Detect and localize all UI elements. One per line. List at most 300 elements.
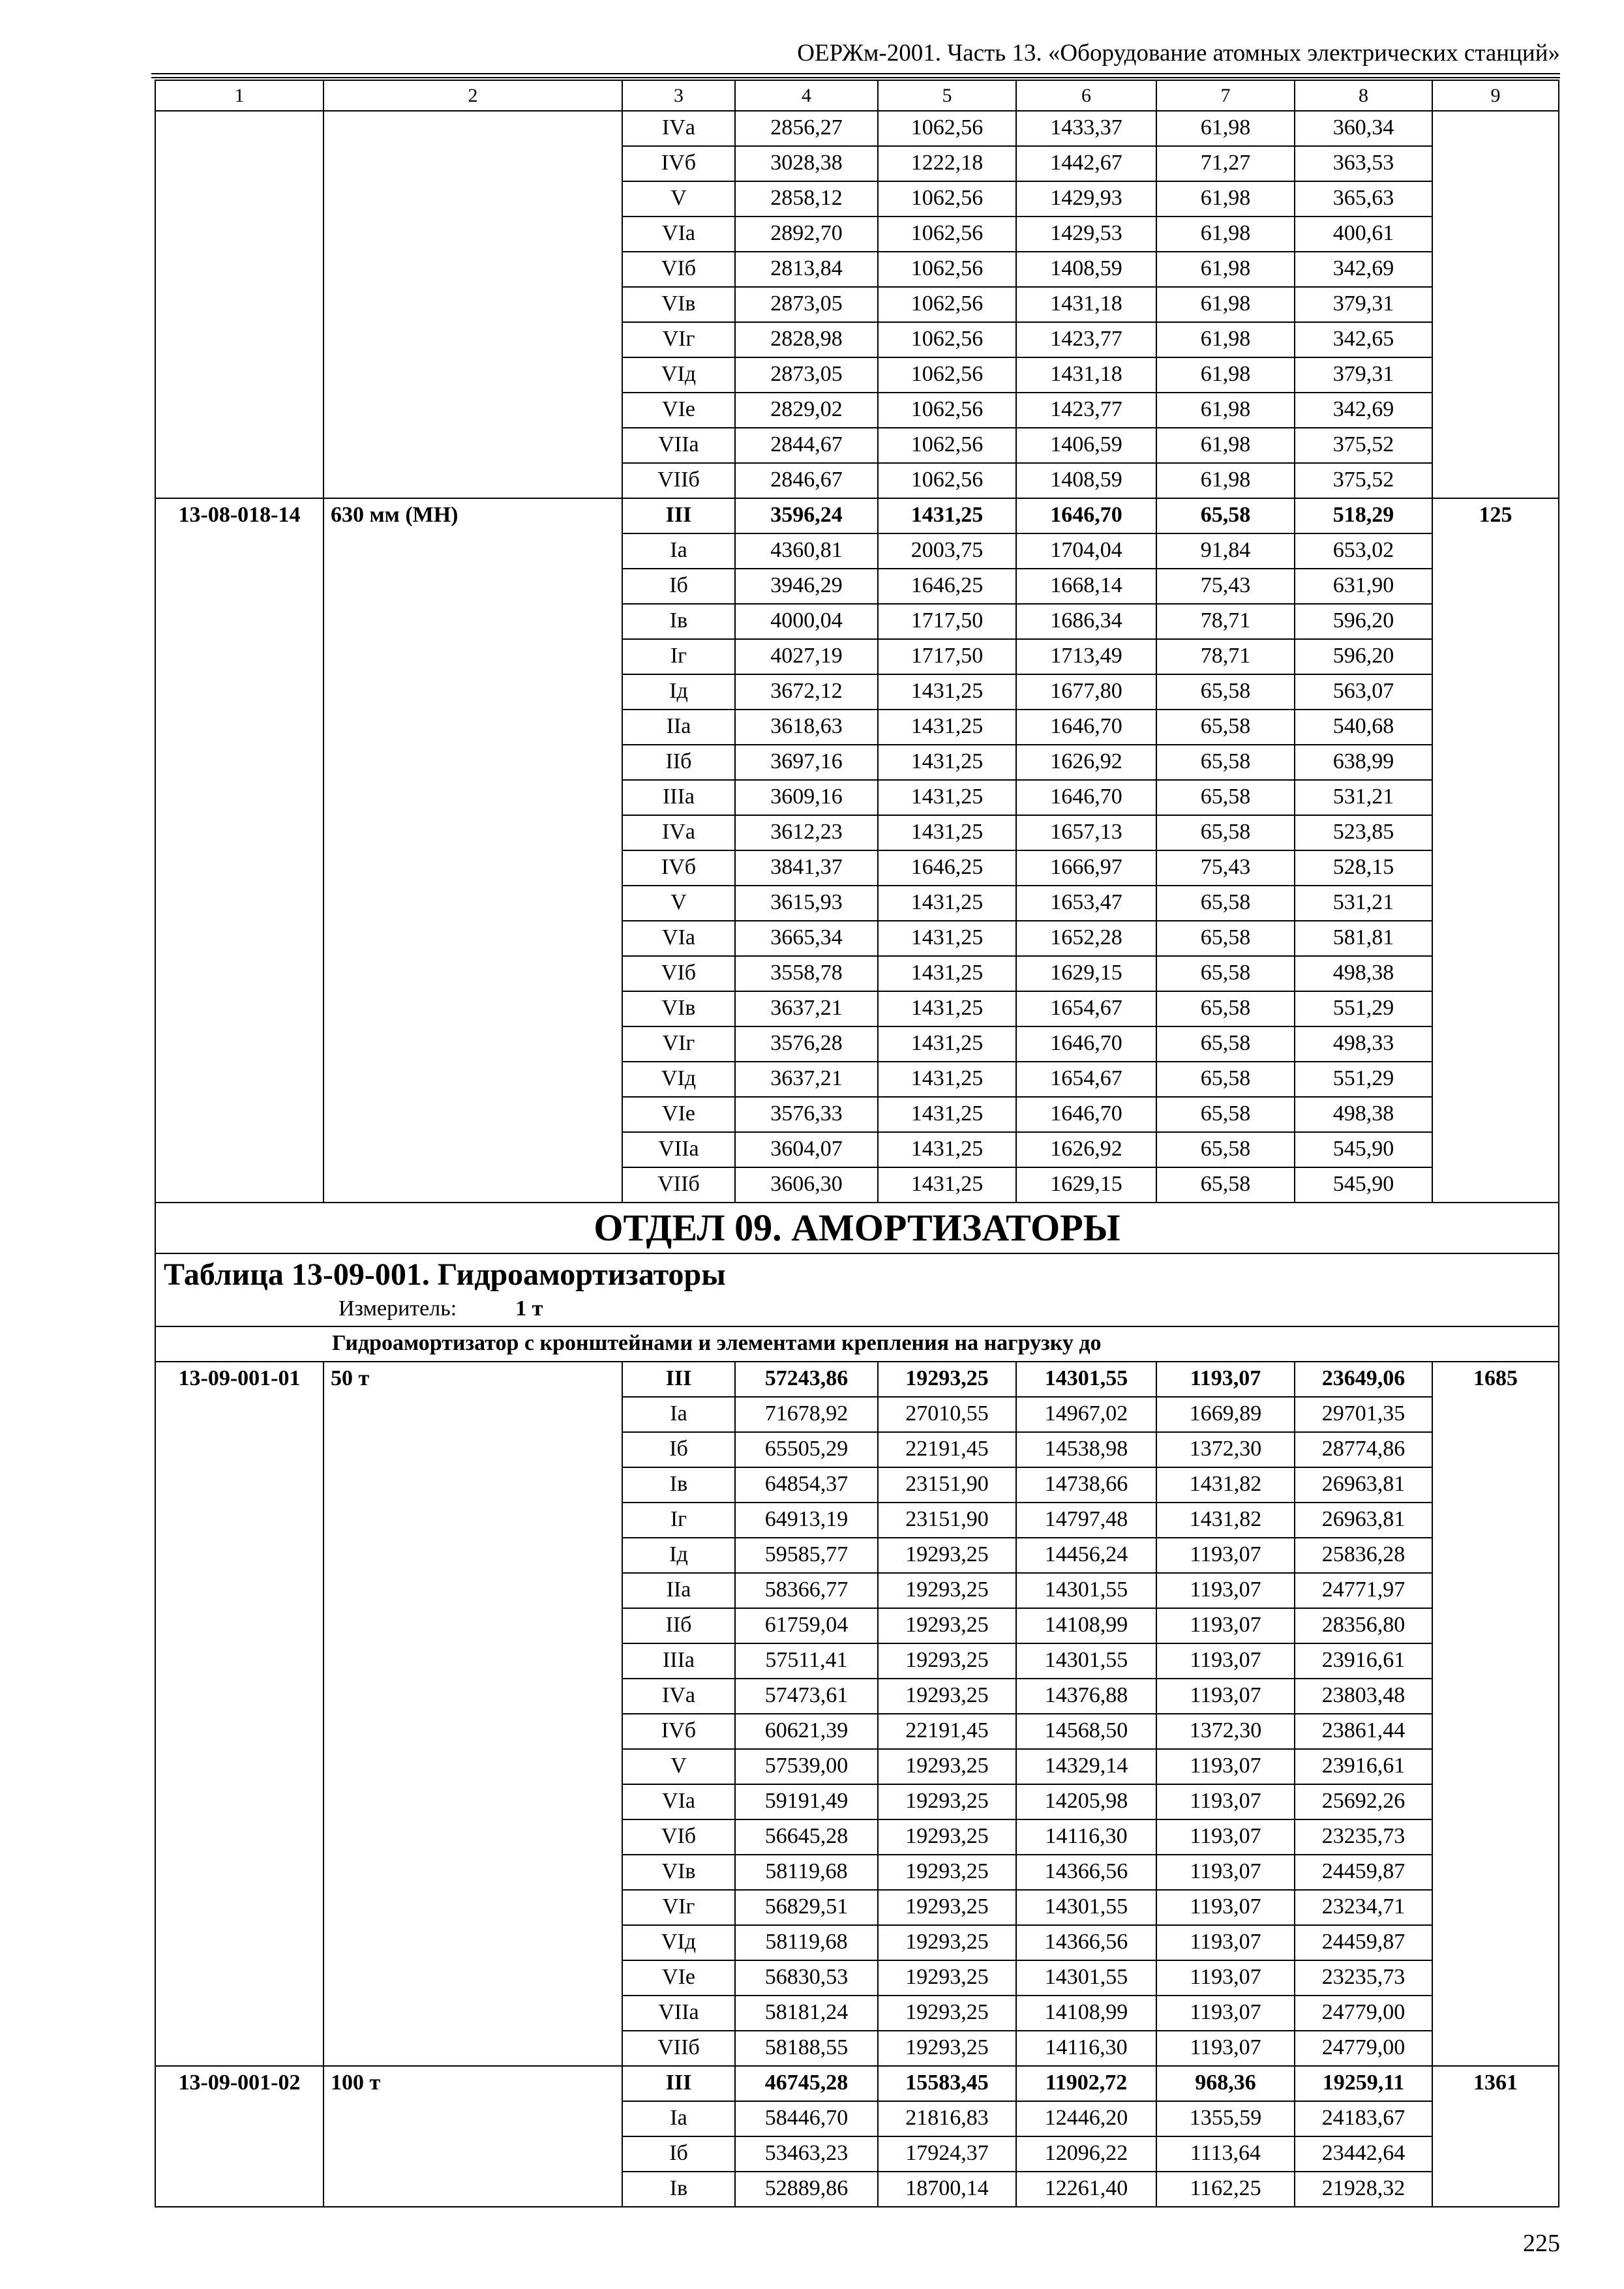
value-cell: 3841,37 <box>735 850 878 886</box>
value-cell: 3596,24 <box>735 498 878 533</box>
column-number: 3 <box>622 80 735 111</box>
value-cell: 23151,90 <box>878 1467 1016 1503</box>
zone-cell: VIIа <box>622 1996 735 2031</box>
value-cell: 1193,07 <box>1156 1855 1295 1890</box>
value-cell: 1431,25 <box>878 1062 1016 1097</box>
value-cell: 78,71 <box>1156 604 1295 639</box>
value-cell: 1193,07 <box>1156 1960 1295 1996</box>
value-cell: 2858,12 <box>735 181 878 217</box>
value-cell: 1431,25 <box>878 956 1016 991</box>
value-cell: 4360,81 <box>735 533 878 569</box>
value-cell: 19293,25 <box>878 1890 1016 1925</box>
value-cell: 65,58 <box>1156 921 1295 956</box>
value-cell: 1431,25 <box>878 710 1016 745</box>
zone-cell: VIд <box>622 1062 735 1097</box>
value-cell: 65,58 <box>1156 1097 1295 1132</box>
zone-cell: IIа <box>622 1573 735 1608</box>
value-cell: 1433,37 <box>1016 111 1156 146</box>
value-cell: 56830,53 <box>735 1960 878 1996</box>
value-cell: 65,58 <box>1156 1167 1295 1203</box>
value-cell: 1408,59 <box>1016 463 1156 498</box>
value-cell: 75,43 <box>1156 569 1295 604</box>
zone-cell: VIа <box>622 921 735 956</box>
value-cell: 1431,25 <box>878 1097 1016 1132</box>
value-cell: 28356,80 <box>1295 1608 1432 1643</box>
value-cell: 1431,25 <box>878 1132 1016 1167</box>
value-cell: 1431,82 <box>1156 1467 1295 1503</box>
value-cell: 19293,25 <box>878 1960 1016 1996</box>
value-cell: 551,29 <box>1295 991 1432 1026</box>
value-cell: 53463,23 <box>735 2136 878 2172</box>
value-cell: 2892,70 <box>735 217 878 252</box>
value-cell: 1717,50 <box>878 604 1016 639</box>
value-cell: 64854,37 <box>735 1467 878 1503</box>
value-cell: 58181,24 <box>735 1996 878 2031</box>
zone-cell: VIIб <box>622 1167 735 1203</box>
value-cell: 1431,25 <box>878 745 1016 780</box>
value-cell: 65,58 <box>1156 674 1295 710</box>
value-cell: 3618,63 <box>735 710 878 745</box>
value-cell: 3609,16 <box>735 780 878 815</box>
value-cell: 1423,77 <box>1016 393 1156 428</box>
zone-cell: Iв <box>622 1467 735 1503</box>
value-cell: 360,34 <box>1295 111 1432 146</box>
value9-cell: 1361 <box>1432 2066 1559 2207</box>
zone-cell: VIе <box>622 1097 735 1132</box>
zone-cell: III <box>622 1362 735 1397</box>
value-cell: 1062,56 <box>878 252 1016 287</box>
value-cell: 379,31 <box>1295 357 1432 393</box>
zone-cell: Iв <box>622 604 735 639</box>
value-cell: 25836,28 <box>1295 1538 1432 1573</box>
value-cell: 1626,92 <box>1016 745 1156 780</box>
value-cell: 19293,25 <box>878 1855 1016 1890</box>
value-cell: 1193,07 <box>1156 1679 1295 1714</box>
zone-cell: VIг <box>622 322 735 357</box>
value-cell: 1646,70 <box>1016 780 1156 815</box>
value-cell: 1629,15 <box>1016 1167 1156 1203</box>
zone-cell: V <box>622 1749 735 1784</box>
value-cell: 1431,25 <box>878 815 1016 850</box>
zone-cell: V <box>622 886 735 921</box>
rate-code-cell: 13-09-001-01 <box>155 1362 323 2066</box>
zone-cell: VIе <box>622 1960 735 1996</box>
value-cell: 65,58 <box>1156 1062 1295 1097</box>
value-cell: 3637,21 <box>735 1062 878 1097</box>
zone-cell: Iд <box>622 674 735 710</box>
value-cell: 15583,45 <box>878 2066 1016 2101</box>
value-cell: 596,20 <box>1295 639 1432 674</box>
value-cell: 1704,04 <box>1016 533 1156 569</box>
table-row <box>155 498 1559 533</box>
value-cell: 3615,93 <box>735 886 878 921</box>
value-cell: 498,38 <box>1295 956 1432 991</box>
value-cell: 638,99 <box>1295 745 1432 780</box>
value-cell: 1408,59 <box>1016 252 1156 287</box>
value-cell: 1062,56 <box>878 217 1016 252</box>
zone-cell: Iб <box>622 569 735 604</box>
zone-cell: IIб <box>622 1608 735 1643</box>
value-cell: 596,20 <box>1295 604 1432 639</box>
value9-cell <box>1432 111 1559 498</box>
zone-cell: VIIб <box>622 2031 735 2066</box>
value-cell: 14301,55 <box>1016 1890 1156 1925</box>
value-cell: 1062,56 <box>878 393 1016 428</box>
zone-cell: VIа <box>622 1784 735 1819</box>
value-cell: 1442,67 <box>1016 146 1156 181</box>
value-cell: 24459,87 <box>1295 1925 1432 1960</box>
value-cell: 61759,04 <box>735 1608 878 1643</box>
value-cell: 11902,72 <box>1016 2066 1156 2101</box>
value-cell: 375,52 <box>1295 428 1432 463</box>
value9-cell: 1685 <box>1432 1362 1559 2066</box>
zone-cell: IVа <box>622 111 735 146</box>
zone-cell: Iг <box>622 1503 735 1538</box>
value-cell: 1669,89 <box>1156 1397 1295 1432</box>
zone-cell: VIв <box>622 991 735 1026</box>
zone-cell: Iа <box>622 2101 735 2136</box>
value-cell: 1431,25 <box>878 886 1016 921</box>
measure-line <box>164 1294 1558 1323</box>
value-cell: 19293,25 <box>878 1608 1016 1643</box>
column-number: 8 <box>1295 80 1432 111</box>
value-cell: 1431,25 <box>878 991 1016 1026</box>
value-cell: 1431,25 <box>878 498 1016 533</box>
column-number: 2 <box>323 80 622 111</box>
value-cell: 540,68 <box>1295 710 1432 745</box>
column-number: 5 <box>878 80 1016 111</box>
value-cell: 58119,68 <box>735 1925 878 1960</box>
value-cell: 342,69 <box>1295 393 1432 428</box>
value-cell: 23235,73 <box>1295 1819 1432 1855</box>
zone-cell: VIг <box>622 1890 735 1925</box>
value-cell: 21928,32 <box>1295 2172 1432 2207</box>
value-cell: 14456,24 <box>1016 1538 1156 1573</box>
value-cell: 3612,23 <box>735 815 878 850</box>
column-number: 1 <box>155 80 323 111</box>
rate-code-cell <box>155 111 323 498</box>
value-cell: 1193,07 <box>1156 1643 1295 1679</box>
value-cell: 65,58 <box>1156 710 1295 745</box>
value-cell: 57539,00 <box>735 1749 878 1784</box>
zone-cell: Iг <box>622 639 735 674</box>
value-cell: 1193,07 <box>1156 1925 1295 1960</box>
value-cell: 4000,04 <box>735 604 878 639</box>
value-cell: 29701,35 <box>1295 1397 1432 1432</box>
header-rule-top <box>151 73 1560 74</box>
zone-cell: VIв <box>622 287 735 322</box>
value-cell: 2873,05 <box>735 287 878 322</box>
value-cell: 2828,98 <box>735 322 878 357</box>
rate-code-cell: 13-08-018-14 <box>155 498 323 1203</box>
value-cell: 3697,16 <box>735 745 878 780</box>
value-cell: 968,36 <box>1156 2066 1295 2101</box>
section-row <box>155 1203 1559 1253</box>
zone-cell: VIIа <box>622 1132 735 1167</box>
value-cell: 1431,82 <box>1156 1503 1295 1538</box>
value-cell: 57243,86 <box>735 1362 878 1397</box>
zone-cell: Iб <box>622 1432 735 1467</box>
value-cell: 14366,56 <box>1016 1925 1156 1960</box>
value-cell: 3558,78 <box>735 956 878 991</box>
value-cell: 1162,25 <box>1156 2172 1295 2207</box>
column-number: 7 <box>1156 80 1295 111</box>
value-cell: 1372,30 <box>1156 1432 1295 1467</box>
zone-cell: IVб <box>622 1714 735 1749</box>
zone-cell: VIб <box>622 956 735 991</box>
value-cell: 1431,25 <box>878 1167 1016 1203</box>
value-cell: 1429,93 <box>1016 181 1156 217</box>
value-cell: 1431,25 <box>878 1026 1016 1062</box>
value-cell: 61,98 <box>1156 463 1295 498</box>
table-title-row <box>155 1253 1559 1326</box>
value-cell: 531,21 <box>1295 780 1432 815</box>
value-cell: 57511,41 <box>735 1643 878 1679</box>
item-name-cell: 100 т <box>323 2066 622 2207</box>
value-cell: 78,71 <box>1156 639 1295 674</box>
value-cell: 61,98 <box>1156 357 1295 393</box>
value-cell: 26963,81 <box>1295 1503 1432 1538</box>
value-cell: 19293,25 <box>878 1925 1016 1960</box>
zone-cell: Iв <box>622 2172 735 2207</box>
value-cell: 2856,27 <box>735 111 878 146</box>
value-cell: 2844,67 <box>735 428 878 463</box>
value-cell: 12096,22 <box>1016 2136 1156 2172</box>
value-cell: 1646,70 <box>1016 710 1156 745</box>
value-cell: 65,58 <box>1156 1026 1295 1062</box>
zone-cell: VIIб <box>622 463 735 498</box>
column-number: 4 <box>735 80 878 111</box>
value-cell: 1355,59 <box>1156 2101 1295 2136</box>
value-cell: 1646,70 <box>1016 1026 1156 1062</box>
zone-cell: III <box>622 2066 735 2101</box>
value-cell: 1193,07 <box>1156 1538 1295 1573</box>
value-cell: 14301,55 <box>1016 1362 1156 1397</box>
value-cell: 14205,98 <box>1016 1784 1156 1819</box>
rate-code-cell: 13-09-001-02 <box>155 2066 323 2207</box>
value-cell: 1062,56 <box>878 428 1016 463</box>
value-cell: 1646,70 <box>1016 498 1156 533</box>
value-cell: 19259,11 <box>1295 2066 1432 2101</box>
value-cell: 1406,59 <box>1016 428 1156 463</box>
value-cell: 19293,25 <box>878 1573 1016 1608</box>
value-cell: 1431,25 <box>878 780 1016 815</box>
zone-cell: VIа <box>622 217 735 252</box>
value-cell: 19293,25 <box>878 2031 1016 2066</box>
zone-cell: Iб <box>622 2136 735 2172</box>
value-cell: 2846,67 <box>735 463 878 498</box>
value-cell: 14329,14 <box>1016 1749 1156 1784</box>
value-cell: 545,90 <box>1295 1167 1432 1203</box>
zone-cell: VIIа <box>622 428 735 463</box>
value-cell: 3576,33 <box>735 1097 878 1132</box>
value-cell: 23151,90 <box>878 1503 1016 1538</box>
zone-cell: VIв <box>622 1855 735 1890</box>
value-cell: 1654,67 <box>1016 1062 1156 1097</box>
zone-cell: Iа <box>622 533 735 569</box>
zone-cell: VIд <box>622 1925 735 1960</box>
table-row <box>155 111 1559 146</box>
value-cell: 46745,28 <box>735 2066 878 2101</box>
value-cell: 3665,34 <box>735 921 878 956</box>
value-cell: 1431,25 <box>878 674 1016 710</box>
zone-cell: IIб <box>622 745 735 780</box>
value-cell: 365,63 <box>1295 181 1432 217</box>
value-cell: 14301,55 <box>1016 1643 1156 1679</box>
value-cell: 400,61 <box>1295 217 1432 252</box>
column-number: 9 <box>1432 80 1559 111</box>
value-cell: 2813,84 <box>735 252 878 287</box>
value-cell: 528,15 <box>1295 850 1432 886</box>
value-cell: 22191,45 <box>878 1432 1016 1467</box>
value-cell: 3028,38 <box>735 146 878 181</box>
value-cell: 61,98 <box>1156 287 1295 322</box>
value-cell: 581,81 <box>1295 921 1432 956</box>
value-cell: 19293,25 <box>878 1749 1016 1784</box>
value-cell: 14301,55 <box>1016 1573 1156 1608</box>
value-cell: 14797,48 <box>1016 1503 1156 1538</box>
value-cell: 1062,56 <box>878 357 1016 393</box>
zone-cell: VIб <box>622 1819 735 1855</box>
measure-value: 1 т <box>515 1296 543 1321</box>
value-cell: 3576,28 <box>735 1026 878 1062</box>
zone-cell: VIб <box>622 252 735 287</box>
zone-cell: V <box>622 181 735 217</box>
value-cell: 65,58 <box>1156 956 1295 991</box>
table-row <box>155 2066 1559 2101</box>
value-cell: 61,98 <box>1156 393 1295 428</box>
value-cell: 1423,77 <box>1016 322 1156 357</box>
value-cell: 2003,75 <box>878 533 1016 569</box>
value-cell: 75,43 <box>1156 850 1295 886</box>
value-cell: 1193,07 <box>1156 1608 1295 1643</box>
value-cell: 12446,20 <box>1016 2101 1156 2136</box>
value-cell: 518,29 <box>1295 498 1432 533</box>
value-cell: 65,58 <box>1156 886 1295 921</box>
value-cell: 24779,00 <box>1295 2031 1432 2066</box>
zone-cell: IVб <box>622 146 735 181</box>
value-cell: 19293,25 <box>878 1819 1016 1855</box>
value-cell: 1431,18 <box>1016 287 1156 322</box>
value-cell: 19293,25 <box>878 1784 1016 1819</box>
table-title: Таблица 13-09-001. Гидроамортизаторы <box>164 1257 726 1292</box>
value-cell: 1113,64 <box>1156 2136 1295 2172</box>
table-subtitle: Гидроамортизатор с кронштейнами и элементами крепления на нагрузку до <box>155 1326 1559 1362</box>
value-cell: 1193,07 <box>1156 1749 1295 1784</box>
value-cell: 58188,55 <box>735 2031 878 2066</box>
zone-cell: Iа <box>622 1397 735 1432</box>
value-cell: 19293,25 <box>878 1996 1016 2031</box>
value-cell: 60621,39 <box>735 1714 878 1749</box>
value-cell: 59191,49 <box>735 1784 878 1819</box>
value-cell: 3672,12 <box>735 674 878 710</box>
item-name-cell: 50 т <box>323 1362 622 2066</box>
value-cell: 25692,26 <box>1295 1784 1432 1819</box>
value-cell: 498,38 <box>1295 1097 1432 1132</box>
value-cell: 64913,19 <box>735 1503 878 1538</box>
value-cell: 26963,81 <box>1295 1467 1432 1503</box>
value-cell: 71,27 <box>1156 146 1295 181</box>
value-cell: 1646,70 <box>1016 1097 1156 1132</box>
value-cell: 28774,86 <box>1295 1432 1432 1467</box>
zone-cell: IIа <box>622 710 735 745</box>
value-cell: 1713,49 <box>1016 639 1156 674</box>
value-cell: 531,21 <box>1295 886 1432 921</box>
value-cell: 14108,99 <box>1016 1608 1156 1643</box>
value-cell: 14116,30 <box>1016 2031 1156 2066</box>
value-cell: 1626,92 <box>1016 1132 1156 1167</box>
value-cell: 14568,50 <box>1016 1714 1156 1749</box>
value-cell: 19293,25 <box>878 1538 1016 1573</box>
value-cell: 1677,80 <box>1016 674 1156 710</box>
value-cell: 1193,07 <box>1156 1996 1295 2031</box>
value-cell: 523,85 <box>1295 815 1432 850</box>
value9-cell: 125 <box>1432 498 1559 1203</box>
value-cell: 1668,14 <box>1016 569 1156 604</box>
value-cell: 2873,05 <box>735 357 878 393</box>
value-cell: 23234,71 <box>1295 1890 1432 1925</box>
value-cell: 59585,77 <box>735 1538 878 1573</box>
value-cell: 1062,56 <box>878 287 1016 322</box>
value-cell: 1193,07 <box>1156 1819 1295 1855</box>
value-cell: 65,58 <box>1156 780 1295 815</box>
item-name-cell <box>323 111 622 498</box>
column-number: 6 <box>1016 80 1156 111</box>
value-cell: 1654,67 <box>1016 991 1156 1026</box>
value-cell: 65,58 <box>1156 991 1295 1026</box>
value-cell: 551,29 <box>1295 1062 1432 1097</box>
value-cell: 545,90 <box>1295 1132 1432 1167</box>
value-cell: 1193,07 <box>1156 2031 1295 2066</box>
value-cell: 61,98 <box>1156 322 1295 357</box>
zone-cell: IVб <box>622 850 735 886</box>
value-cell: 19293,25 <box>878 1679 1016 1714</box>
page-header: ОЕРЖм-2001. Часть 13. «Оборудование атомных электрических станций» <box>797 40 1560 67</box>
zone-cell: Iд <box>622 1538 735 1573</box>
value-cell: 23861,44 <box>1295 1714 1432 1749</box>
value-cell: 61,98 <box>1156 217 1295 252</box>
value-cell: 27010,55 <box>878 1397 1016 1432</box>
value-cell: 23803,48 <box>1295 1679 1432 1714</box>
value-cell: 91,84 <box>1156 533 1295 569</box>
value-cell: 1062,56 <box>878 181 1016 217</box>
value-cell: 342,65 <box>1295 322 1432 357</box>
value-cell: 24183,67 <box>1295 2101 1432 2136</box>
value-cell: 1193,07 <box>1156 1362 1295 1397</box>
value-cell: 342,69 <box>1295 252 1432 287</box>
value-cell: 21816,83 <box>878 2101 1016 2136</box>
value-cell: 65,58 <box>1156 1132 1295 1167</box>
value-cell: 14376,88 <box>1016 1679 1156 1714</box>
value-cell: 19293,25 <box>878 1362 1016 1397</box>
value-cell: 61,98 <box>1156 111 1295 146</box>
measure-label: Измеритель: <box>338 1296 457 1321</box>
value-cell: 3606,30 <box>735 1167 878 1203</box>
zone-cell: IIIа <box>622 780 735 815</box>
page-number: 225 <box>1523 2230 1560 2257</box>
value-cell: 1646,25 <box>878 850 1016 886</box>
value-cell: 22191,45 <box>878 1714 1016 1749</box>
zone-cell: VIг <box>622 1026 735 1062</box>
value-cell: 1193,07 <box>1156 1573 1295 1608</box>
value-cell: 23442,64 <box>1295 2136 1432 2172</box>
value-cell: 23916,61 <box>1295 1749 1432 1784</box>
rates-table <box>155 80 1559 2207</box>
zone-cell: IVа <box>622 815 735 850</box>
value-cell: 24779,00 <box>1295 1996 1432 2031</box>
value-cell: 58446,70 <box>735 2101 878 2136</box>
value-cell: 57473,61 <box>735 1679 878 1714</box>
